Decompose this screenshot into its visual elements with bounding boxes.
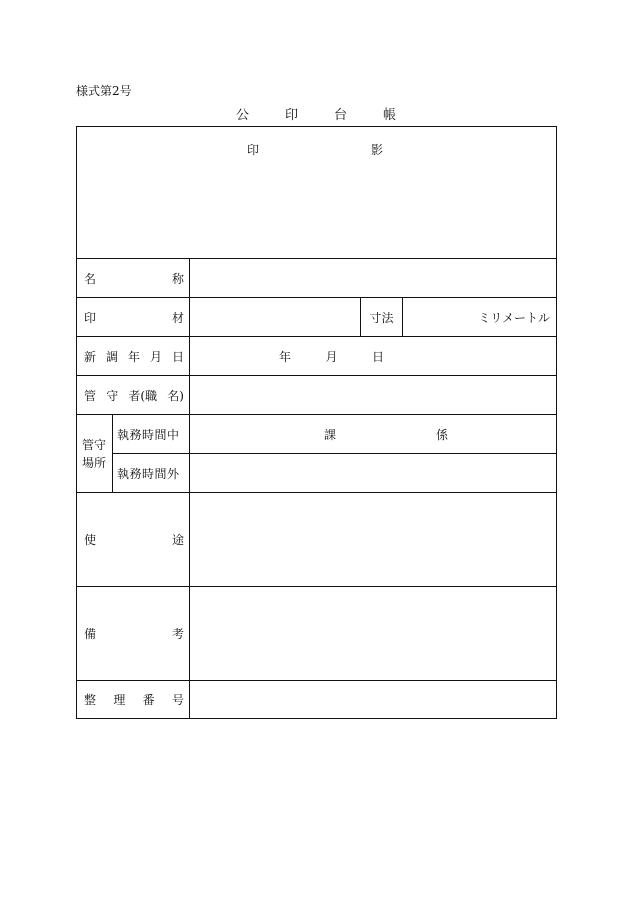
title-char: 台	[333, 108, 347, 123]
title-char: 帳	[382, 108, 396, 123]
during-hours-label: 執務時間中	[113, 415, 190, 454]
name-label	[77, 259, 190, 298]
label-char: 管	[84, 388, 97, 403]
label-char: 整	[84, 693, 97, 707]
dimension-label: 寸法	[361, 298, 403, 337]
dept-unit: 課	[324, 427, 337, 442]
serial-number-field[interactable]	[190, 681, 557, 719]
title-char: 印	[284, 108, 298, 123]
label-line: 管守	[82, 437, 107, 452]
label-char: 号	[171, 693, 184, 707]
seal-impression-heading	[247, 141, 383, 158]
label-char: 守	[106, 388, 119, 403]
label-char: 月	[149, 349, 162, 364]
dept-unit: 係	[435, 427, 448, 442]
custodian-label	[77, 376, 190, 415]
label-char: 者(職	[128, 388, 158, 403]
serial-number-label	[77, 681, 190, 719]
storage-place-label	[77, 415, 113, 493]
material-label	[77, 298, 190, 337]
date-unit: 年	[279, 349, 292, 364]
remarks-field[interactable]	[190, 587, 557, 681]
form-number: 様式第2号	[76, 84, 132, 98]
date-unit: 日	[371, 349, 384, 364]
label-char: 途	[171, 533, 184, 547]
title-char: 公	[236, 108, 250, 123]
date-unit: 月	[325, 349, 338, 364]
label-char: 理	[113, 693, 126, 707]
label-char: 名	[84, 271, 97, 286]
dimension-unit: ミリメートル	[478, 310, 551, 325]
purpose-label	[77, 493, 190, 587]
new-date-label	[77, 337, 190, 376]
label-char: 日	[171, 349, 184, 364]
label-char: 番	[142, 693, 155, 707]
label-char: 備	[84, 627, 97, 641]
label-char: 称	[171, 271, 184, 286]
label-char: 材	[171, 310, 184, 325]
impression-char: 印	[247, 143, 260, 157]
page-title	[236, 104, 396, 123]
label-char: 新	[84, 349, 97, 364]
label-char: 年	[127, 349, 140, 364]
new-date-field[interactable]	[190, 337, 557, 376]
label-char: 使	[84, 533, 97, 547]
outside-hours-label: 執務時間外	[113, 454, 190, 493]
label-char: 印	[84, 310, 97, 325]
impression-char: 影	[370, 143, 383, 157]
label-char: 調	[105, 349, 118, 364]
custodian-field[interactable]	[190, 376, 557, 415]
material-field[interactable]	[190, 298, 361, 337]
dimension-field[interactable]	[403, 298, 557, 337]
label-line: 場所	[82, 455, 107, 470]
purpose-field[interactable]	[190, 493, 557, 587]
name-field[interactable]	[190, 259, 557, 298]
during-hours-field[interactable]	[190, 415, 557, 454]
remarks-label	[77, 587, 190, 681]
seal-impression-area[interactable]	[77, 127, 557, 259]
label-char: 名)	[167, 388, 184, 403]
seal-ledger-table	[76, 126, 557, 719]
label-char: 考	[171, 627, 184, 641]
outside-hours-field[interactable]	[190, 454, 557, 493]
